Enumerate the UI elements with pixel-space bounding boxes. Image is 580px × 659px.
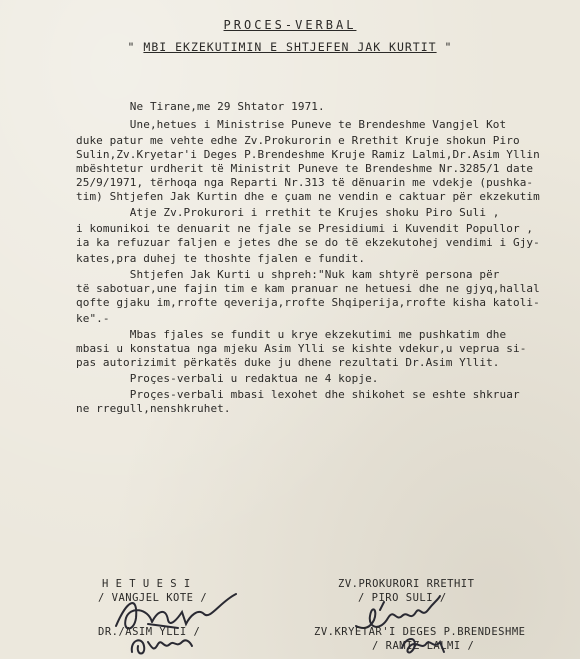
- signature-label-kryetari: ZV.KRYETAR'I DEGES P.BRENDESHME: [314, 626, 526, 638]
- body-line: Une,hetues i Ministrise Puneve te Brendeshme Vangjel Kot: [76, 118, 507, 131]
- body-line: ke".-: [76, 312, 110, 325]
- body-line: qofte gjaku im,rrofte qeverija,rrofte Shqiperija,rrofte kisha katoli-: [76, 296, 540, 309]
- body-line: kates,pra duhej te thoshte fjalen e fundit.: [76, 252, 366, 265]
- body-line: Proçes-verbali mbasi lexohet dhe shikohet se eshte shkruar: [76, 388, 520, 401]
- body-line: Sulin,Zv.Kryetar'i Deges P.Brendeshme Kruje Ramiz Lalmi,Dr.Asim Yllin: [76, 148, 540, 161]
- signature-name-kryetari: / RAMIZ LALMI /: [372, 640, 475, 652]
- body-line: Ne Tirane,me 29 Shtator 1971.: [76, 100, 325, 113]
- subtitle-close-quote: ": [436, 40, 453, 54]
- body-line: Atje Zv.Prokurori i rrethit te Krujes shoku Piro Suli ,: [76, 206, 500, 219]
- body-line: ne rregull,nenshkruhet.: [76, 402, 231, 415]
- body-line: Shtjefen Jak Kurti u shpreh:"Nuk kam shtyrë persona për: [76, 268, 500, 281]
- body-line: duke patur me vehte edhe Zv.Prokurorin e Rrethit Kruje shokun Piro: [76, 134, 520, 147]
- body-line: Mbas fjales se fundit u krye ekzekutimi me pushkatim dhe: [76, 328, 507, 341]
- signature-name-prokurori: / PIRO SULI /: [358, 592, 447, 604]
- signature-label-hetuesi: H E T U E S I: [102, 578, 191, 590]
- signature-label-prokurori: ZV.PROKURORI RRETHIT: [338, 578, 475, 590]
- handwritten-signature-kryetari: [396, 632, 450, 658]
- body-line: pas autorizimit përkatës duke ju dhene rezultati Dr.Asim Yllit.: [76, 356, 500, 369]
- document-subtitle: [0, 40, 580, 54]
- body-line: 25/9/1971, tërhoqa nga Reparti Nr.313 të dënuarin me vdekje (pushka-: [76, 176, 534, 189]
- body-line: mbështetur urdherit të Ministrit Puneve te Brendeshme Nr.3285/1 date: [76, 162, 534, 175]
- body-line: ia ka refuzuar faljen e jetes dhe se do të ekzekutohej vendimi i Gjy-: [76, 236, 540, 249]
- document-title: PROCES-VERBAL: [223, 18, 357, 32]
- signature-name-hetuesi: / VANGJEL KOTE /: [98, 592, 208, 604]
- body-line: tim) Shtjefen Jak Kurtin dhe e çuam ne vendin e caktuar për ekzekutim: [76, 190, 540, 203]
- subtitle-open-quote: ": [127, 40, 144, 54]
- body-line: Proçes-verbali u redaktua ne 4 kopje.: [76, 372, 379, 385]
- body-line: i komunikoi te denuarit ne fjale se Presidiumi i Kuvendit Popullor ,: [76, 222, 534, 235]
- subtitle-text: MBI EKZEKUTIMIN E SHTJEFEN JAK KURTIT: [143, 40, 437, 54]
- signature-label-doctor: DR./ASIM YLLI /: [98, 626, 201, 638]
- handwritten-signature-doctor: [126, 632, 196, 659]
- body-line: mbasi u konstatua nga mjeku Asim Ylli se kishte vdekur,u veprua si-: [76, 342, 527, 355]
- body-line: të sabotuar,une fajin tim e kam pranuar ne hetuesi dhe ne gjyq,hallal: [76, 282, 540, 295]
